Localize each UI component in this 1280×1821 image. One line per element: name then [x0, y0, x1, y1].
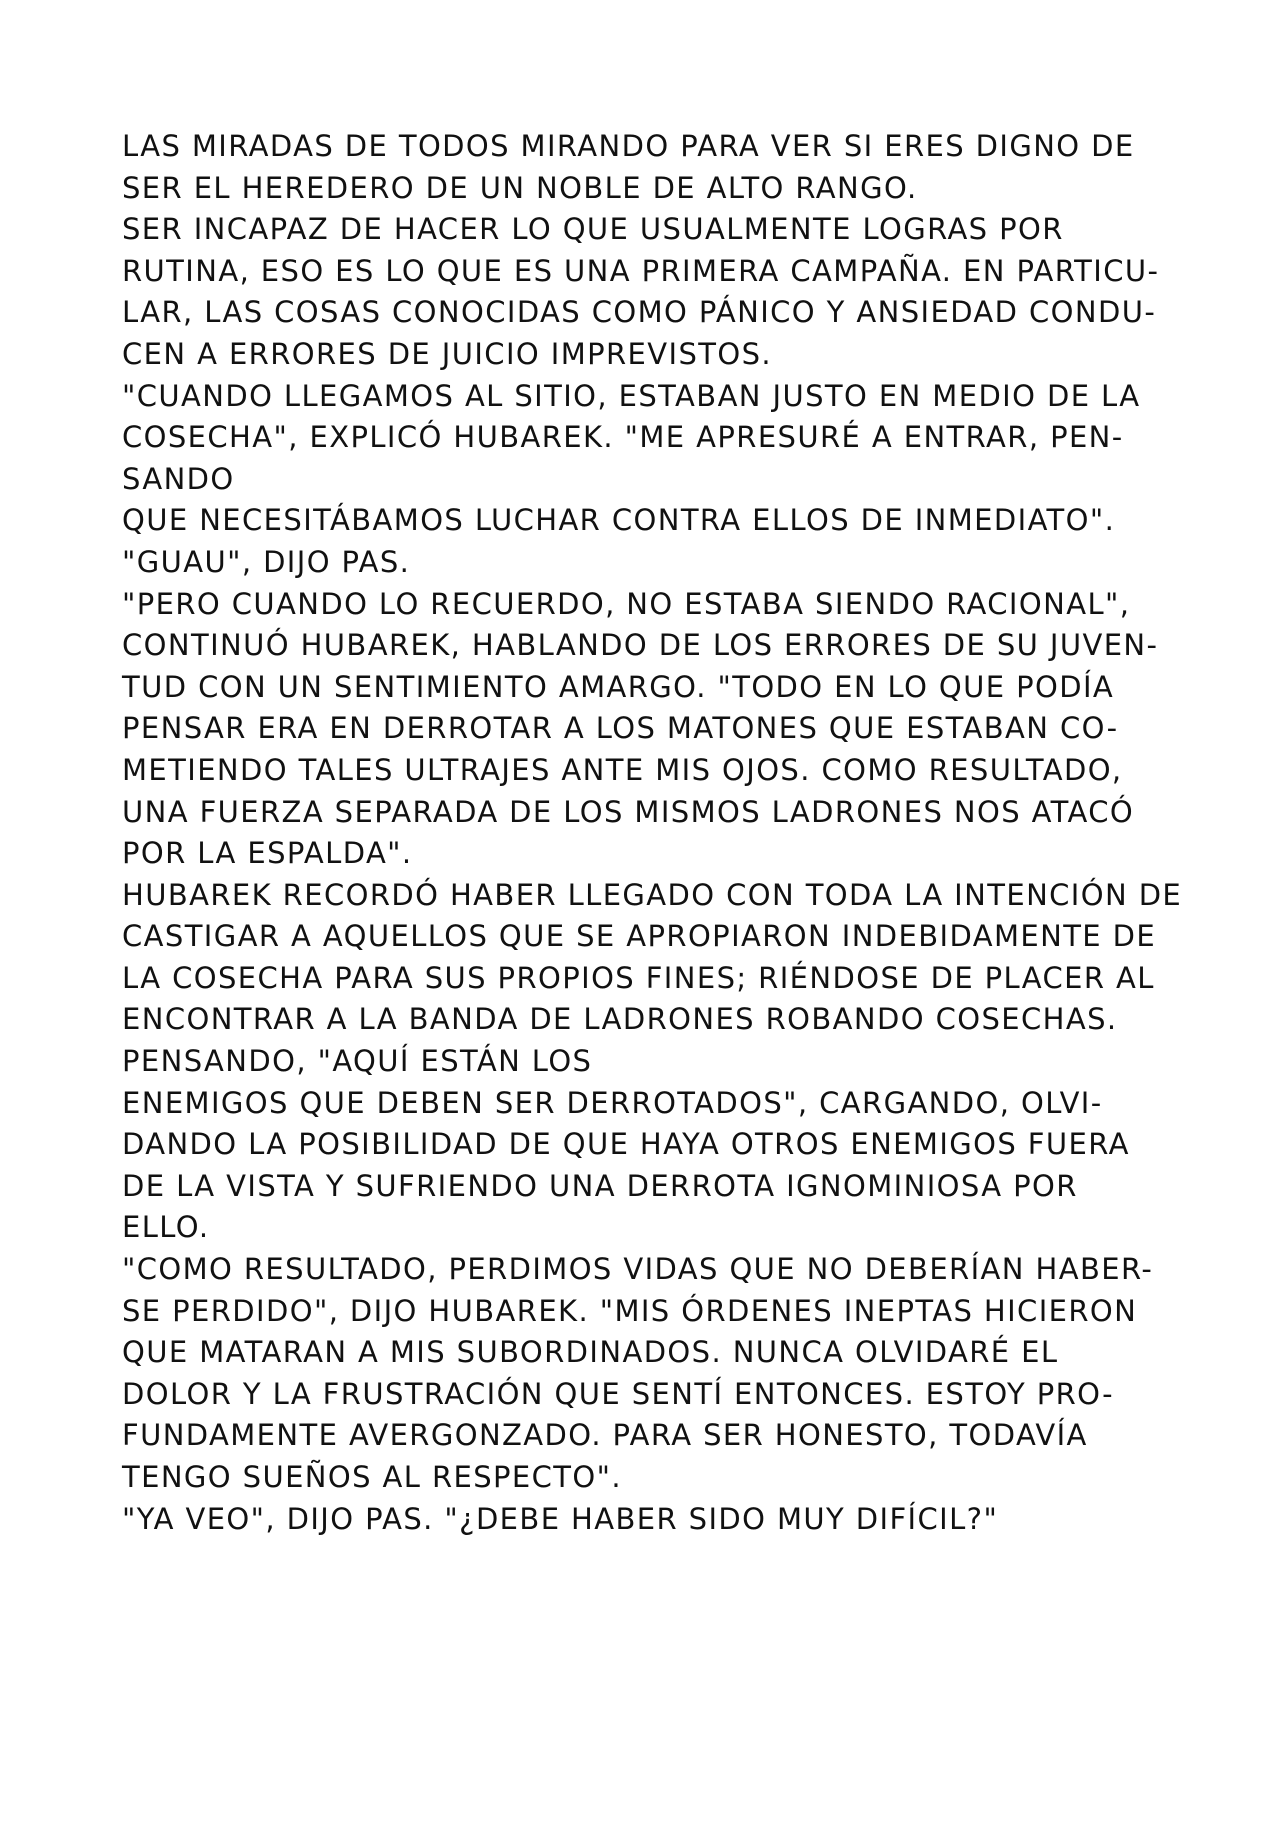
- text-line: ELLO.: [122, 1210, 210, 1245]
- text-line: COSECHA", EXPLICÓ HUBAREK. "ME APRESURÉ A ENTRAR, PEN-: [122, 420, 1124, 455]
- text-line: CASTIGAR A AQUELLOS QUE SE APROPIARON INDEBIDAMENTE DE: [122, 919, 1157, 954]
- text-line: QUE NECESITÁBAMOS LUCHAR CONTRA ELLOS DE INMEDIATO".: [122, 503, 1116, 538]
- text-line: SE PERDIDO", DIJO HUBAREK. "MIS ÓRDENES INEPTAS HICIERON: [122, 1293, 1138, 1328]
- text-line: TUD CON UN SENTIMIENTO AMARGO. "TODO EN LO QUE PODÍA: [122, 669, 1115, 704]
- text-line: PENSANDO, "AQUÍ ESTÁN LOS: [122, 1044, 593, 1079]
- text-line: QUE MATARAN A MIS SUBORDINADOS. NUNCA OLVIDARÉ EL: [122, 1335, 1059, 1370]
- text-line: "YA VEO", DIJO PAS. "¿DEBE HABER SIDO MUY DIFÍCIL?": [122, 1501, 999, 1536]
- text-line: LA COSECHA PARA SUS PROPIOS FINES; RIÉNDOSE DE PLACER AL: [122, 960, 1155, 995]
- text-line: LAR, LAS COSAS CONOCIDAS COMO PÁNICO Y ANSIEDAD CONDU-: [122, 295, 1157, 330]
- text-line: LAS MIRADAS DE TODOS MIRANDO PARA VER SI ERES DIGNO DE: [122, 129, 1135, 163]
- body-text: [122, 126, 1183, 1540]
- text-line: CEN A ERRORES DE JUICIO IMPREVISTOS.: [122, 336, 773, 371]
- text-line: "COMO RESULTADO, PERDIMOS VIDAS QUE NO DEBERÍAN HABER-: [122, 1252, 1154, 1287]
- text-line: SER EL HEREDERO DE UN NOBLE DE ALTO RANGO.: [122, 170, 918, 205]
- text-line: DOLOR Y LA FRUSTRACIÓN QUE SENTÍ ENTONCES. ESTOY PRO-: [122, 1376, 1115, 1411]
- text-line: HUBAREK RECORDÓ HABER LLEGADO CON TODA LA INTENCIÓN DE: [122, 877, 1183, 912]
- text-line: RUTINA, ESO ES LO QUE ES UNA PRIMERA CAMPAÑA. EN PARTICU-: [122, 253, 1160, 288]
- text-line: CONTINUÓ HUBAREK, HABLANDO DE LOS ERRORES DE SU JUVEN-: [122, 628, 1159, 663]
- text-line: SANDO: [122, 461, 235, 496]
- text-line: "PERO CUANDO LO RECUERDO, NO ESTABA SIENDO RACIONAL",: [122, 586, 1131, 621]
- text-line: ENCONTRAR A LA BANDA DE LADRONES ROBANDO COSECHAS.: [122, 1002, 1118, 1037]
- text-line: FUNDAMENTE AVERGONZADO. PARA SER HONESTO, TODAVÍA: [122, 1418, 1088, 1453]
- text-line: DE LA VISTA Y SUFRIENDO UNA DERROTA IGNOMINIOSA POR: [122, 1168, 1078, 1203]
- text-line: ENEMIGOS QUE DEBEN SER DERROTADOS", CARGANDO, OLVI-: [122, 1085, 1103, 1120]
- text-line: TENGO SUEÑOS AL RESPECTO".: [122, 1460, 623, 1494]
- text-line: PENSAR ERA EN DERROTAR A LOS MATONES QUE ESTABAN CO-: [122, 711, 1119, 746]
- text-line: DANDO LA POSIBILIDAD DE QUE HAYA OTROS ENEMIGOS FUERA: [122, 1127, 1130, 1162]
- text-line: UNA FUERZA SEPARADA DE LOS MISMOS LADRONES NOS ATACÓ: [122, 794, 1135, 829]
- text-line: "GUAU", DIJO PAS.: [122, 544, 411, 579]
- text-line: "CUANDO LLEGAMOS AL SITIO, ESTABAN JUSTO EN MEDIO DE LA: [122, 378, 1141, 413]
- text-line: METIENDO TALES ULTRAJES ANTE MIS OJOS. COMO RESULTADO,: [122, 752, 1123, 787]
- text-line: POR LA ESPALDA".: [122, 836, 413, 871]
- text-line: SER INCAPAZ DE HACER LO QUE USUALMENTE LOGRAS POR: [122, 212, 1064, 247]
